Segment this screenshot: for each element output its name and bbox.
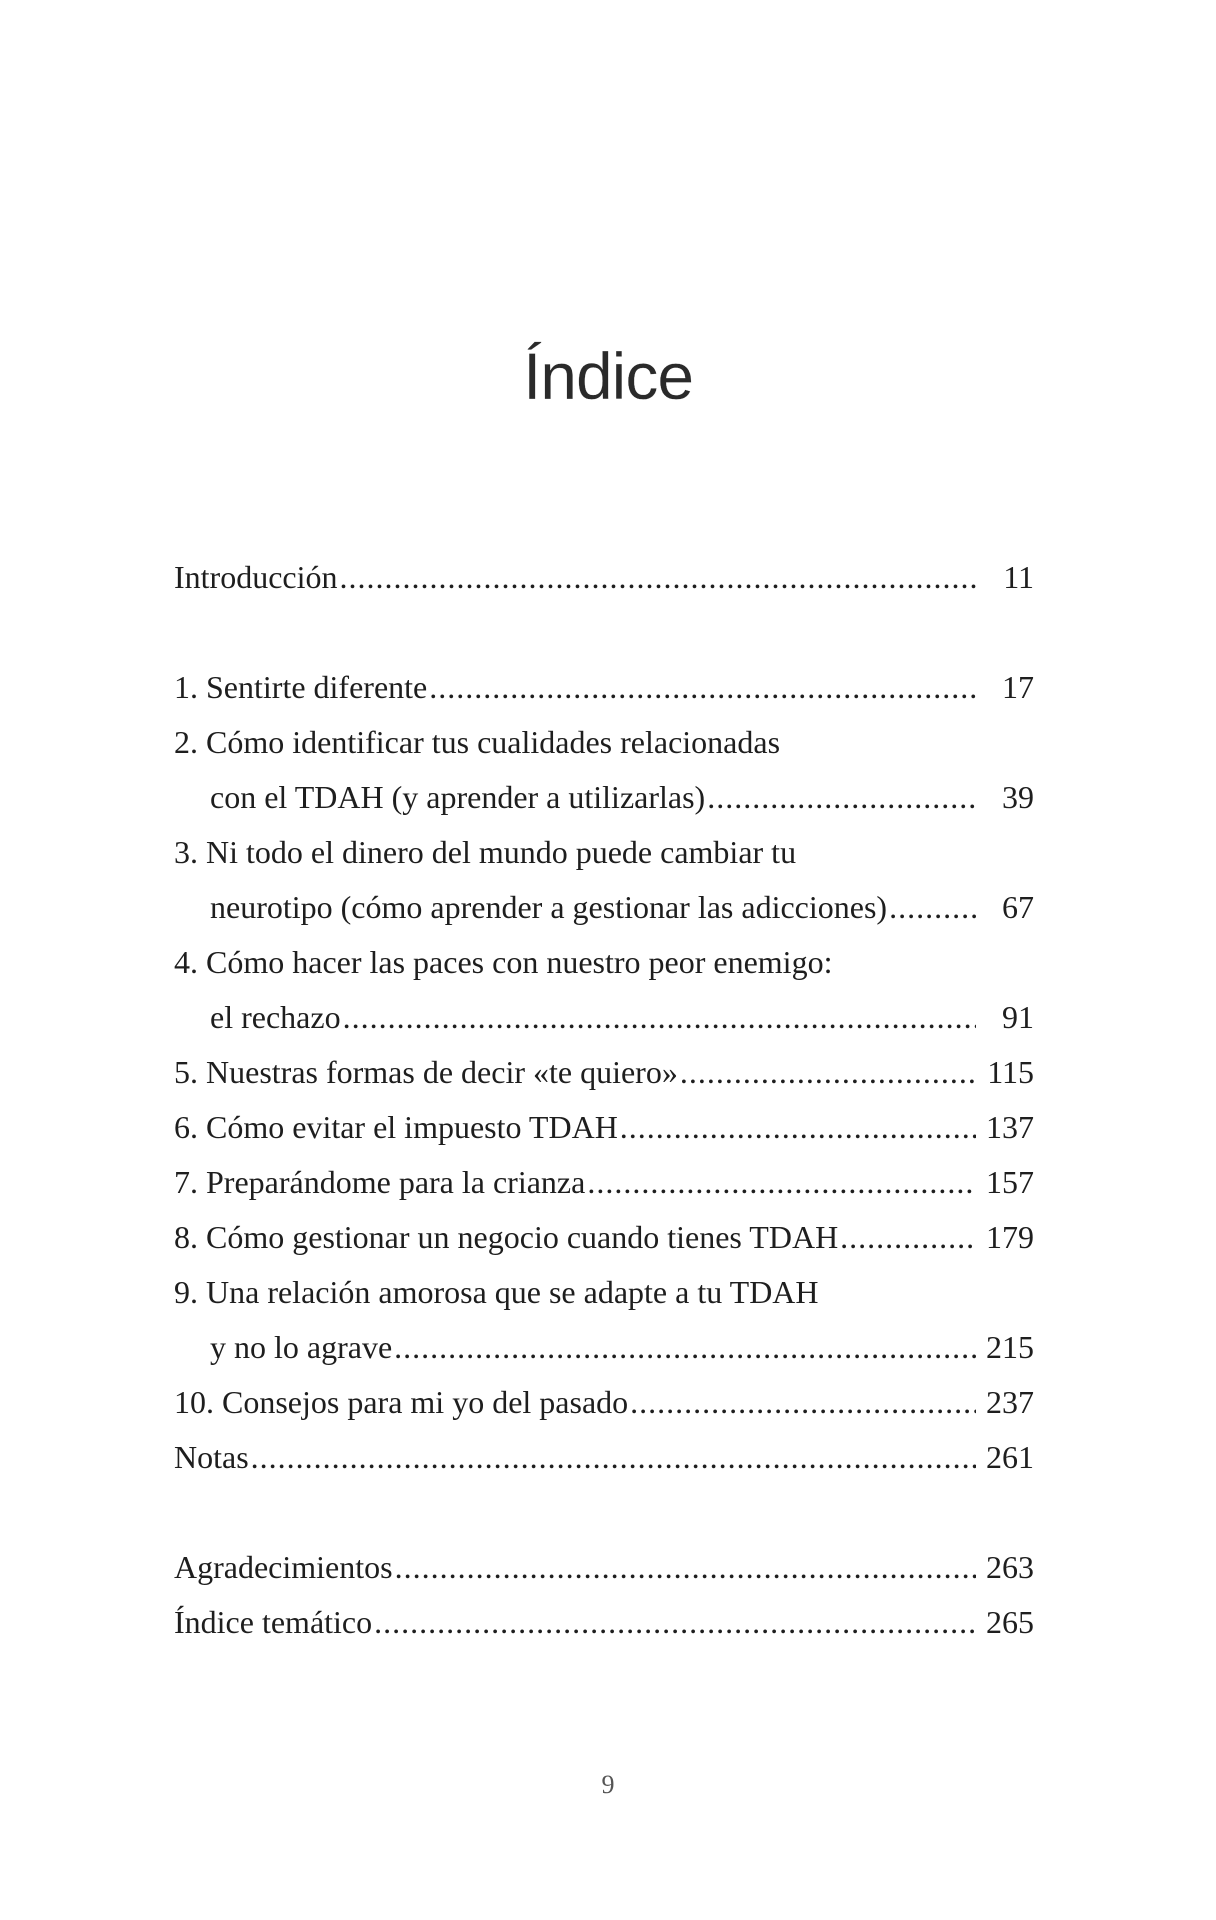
page-title: Índice [522, 339, 694, 414]
toc-entry-title-continuation: con el TDAH (y aprender a utilizarlas) [210, 779, 706, 815]
toc-entry-agradecimientos[interactable] [174, 1540, 1034, 1595]
dot-leader [840, 1210, 976, 1265]
toc-entry-page: 11 [1003, 559, 1034, 595]
toc-entry-title: 10. Consejos para mi yo del pasado [174, 1384, 629, 1420]
toc-entry-page: 263 [986, 1549, 1034, 1585]
dot-leader [251, 1430, 976, 1485]
toc-entry-title-continuation: el rechazo [210, 999, 341, 1035]
dot-leader [343, 990, 976, 1045]
dot-leader [395, 1540, 976, 1595]
toc-entry-title: 8. Cómo gestionar un negocio cuando tienes TDAH [174, 1219, 839, 1255]
toc-entry-introduccion[interactable] [174, 550, 1034, 605]
toc-entry-notas[interactable] [174, 1430, 1034, 1485]
page-number: 9 [601, 1770, 615, 1799]
toc-entry-title-continuation: neurotipo (cómo aprender a gestionar las adicciones) [210, 889, 888, 925]
toc-entry-chapter-9-continuation[interactable] [174, 1320, 1034, 1375]
toc-entry-chapter-5[interactable] [174, 1045, 1034, 1100]
dot-leader [630, 1375, 976, 1430]
toc-entry-title: 3. Ni todo el dinero del mundo puede cambiar tu [174, 834, 797, 870]
toc-entry-page: 39 [1002, 779, 1034, 815]
toc-entry-title: Notas [174, 1439, 249, 1475]
toc-entry-page: 115 [987, 1054, 1034, 1090]
toc-entry-page: 237 [986, 1384, 1034, 1420]
toc-entry-chapter-4-continuation[interactable] [174, 990, 1034, 1045]
section-spacer [174, 605, 1034, 660]
dot-leader [374, 1595, 976, 1650]
toc-entry-page: 265 [986, 1604, 1034, 1640]
dot-leader [680, 1045, 976, 1100]
table-of-contents [174, 550, 1034, 1650]
toc-entry-title: 9. Una relación amorosa que se adapte a tu TDAH [174, 1274, 819, 1310]
toc-entry-title: 1. Sentirte diferente [174, 669, 428, 705]
toc-entry-title: 6. Cómo evitar el impuesto TDAH [174, 1109, 618, 1145]
toc-entry-title: 5. Nuestras formas de decir «te quiero» [174, 1054, 678, 1090]
toc-entry-indice-tematico[interactable] [174, 1595, 1034, 1650]
toc-entry-chapter-2[interactable] [174, 715, 1034, 770]
dot-leader [587, 1155, 976, 1210]
toc-entry-page: 179 [986, 1219, 1034, 1255]
dot-leader [707, 770, 976, 825]
toc-entry-chapter-2-continuation[interactable] [174, 770, 1034, 825]
toc-entry-chapter-9[interactable] [174, 1265, 1034, 1320]
toc-entry-title: Índice temático [174, 1604, 373, 1640]
dot-leader [620, 1100, 976, 1155]
toc-entry-page: 261 [986, 1439, 1034, 1475]
toc-entry-chapter-1[interactable] [174, 660, 1034, 715]
toc-entry-title: Introducción [174, 559, 338, 595]
toc-entry-page: 17 [1002, 669, 1034, 705]
toc-entry-page: 137 [986, 1109, 1034, 1145]
dot-leader [889, 880, 976, 935]
toc-entry-chapter-7[interactable] [174, 1155, 1034, 1210]
dot-leader [340, 550, 977, 605]
dot-leader [429, 660, 976, 715]
toc-entry-page: 91 [1002, 999, 1034, 1035]
toc-entry-chapter-6[interactable] [174, 1100, 1034, 1155]
toc-entry-title: 4. Cómo hacer las paces con nuestro peor enemigo: [174, 944, 833, 980]
toc-entry-chapter-3-continuation[interactable] [174, 880, 1034, 935]
toc-entry-page: 67 [1002, 889, 1034, 925]
toc-entry-title: 2. Cómo identificar tus cualidades relacionadas [174, 724, 781, 760]
toc-entry-page: 215 [986, 1329, 1034, 1365]
toc-entry-chapter-10[interactable] [174, 1375, 1034, 1430]
toc-entry-title-continuation: y no lo agrave [210, 1329, 393, 1365]
toc-entry-chapter-8[interactable] [174, 1210, 1034, 1265]
toc-entry-title: Agradecimientos [174, 1549, 393, 1585]
section-spacer [174, 1485, 1034, 1540]
toc-entry-title: 7. Preparándome para la crianza [174, 1164, 586, 1200]
toc-entry-chapter-3[interactable] [174, 825, 1034, 880]
toc-entry-page: 157 [986, 1164, 1034, 1200]
toc-entry-chapter-4[interactable] [174, 935, 1034, 990]
dot-leader [394, 1320, 976, 1375]
